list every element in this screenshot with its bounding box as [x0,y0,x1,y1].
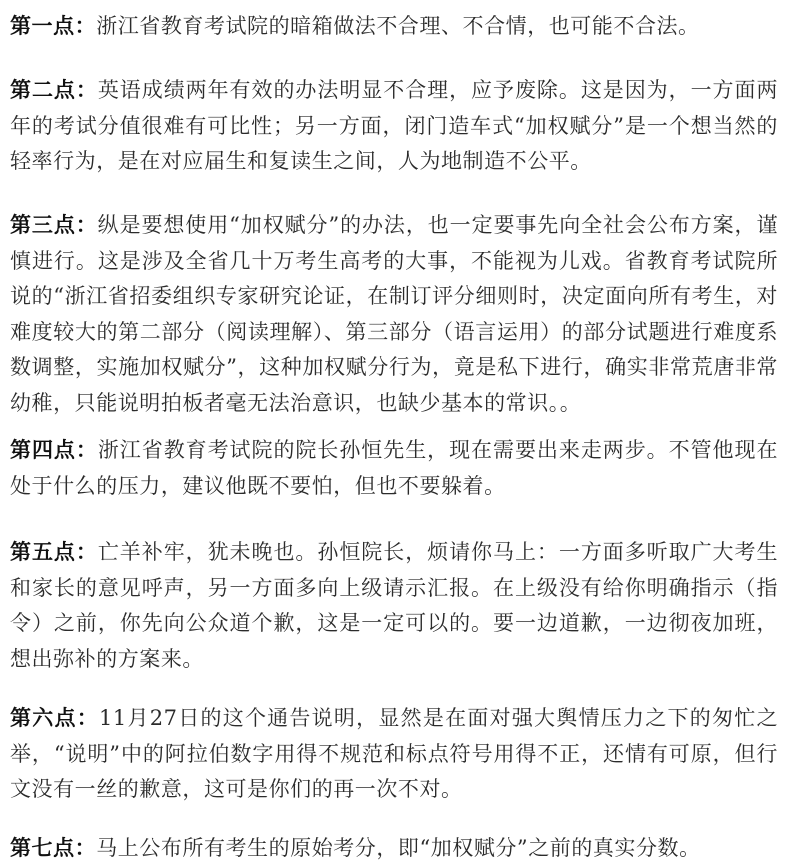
point-paragraph-2 [10,72,778,180]
point-text-3: 纵是要想使用“加权赋分”的办法，也一定要事先向全社会公布方案，谨慎进行。这是涉及全省几十万考生高考的大事，不能视为儿戏。省教育考试院所说的“浙江省招委组织专家研究论证，在制订评分细则时，决定面向所有考生，对难度较大的第二部分（阅读理解）、第三部分（语言运用）的部分试题进行难度系数调整，实施加权赋分”，这种加权赋分行为，竟是私下进行，确实非常荒唐非常幼稚，只能说明拍板者毫无法治意识，也缺少基本的常识。。 [10,213,778,415]
point-text-6: 11月27日的这个通告说明，显然是在面对强大舆情压力之下的匆忙之举，“说明”中的阿拉伯数字用得不规范和标点符号用得不正，还情有可原，但行文没有一丝的歉意，这可是你们的再一次不对。 [10,706,779,801]
point-text-2: 英语成绩两年有效的办法明显不合理，应予废除。这是因为，一方面两年的考试分值很难有可比性；另一方面，闭门造车式“加权赋分”是一个想当然的轻率行为，是在对应届生和复读生之间，人为地制造不公平。 [10,78,779,173]
point-label-1: 第一点： [10,13,97,38]
point-label-4: 第四点： [10,437,98,462]
point-label-2: 第二点： [10,77,98,102]
point-paragraph-1 [10,8,778,45]
point-paragraph-4 [10,432,778,504]
point-text-1: 浙江省教育考试院的暗箱做法不合理、不合情，也可能不合法。 [96,14,700,38]
point-label-7: 第七点： [10,835,97,860]
point-label-3: 第三点： [10,212,98,237]
point-label-5: 第五点： [10,539,98,564]
point-paragraph-6 [10,700,778,808]
point-text-7: 马上公布所有考生的原始考分，即“加权赋分”之前的真实分数。 [96,836,701,860]
point-paragraph-3 [10,207,778,421]
point-paragraph-5 [10,534,778,677]
point-text-5: 亡羊补牢，犹未晚也。孙恒院长，烦请你马上：一方面多听取广大考生和家长的意见呼声，另一方面多向上级请示汇报。在上级没有给你明确指示（指令）之前，你先向公众道个歉，这是一定可以的。要一边道歉，一边彻夜加班，想出弥补的方案来。 [10,540,779,671]
point-paragraph-7 [10,830,778,867]
point-text-4: 浙江省教育考试院的院长孙恒先生，现在需要出来走两步。不管他现在处于什么的压力，建议他既不要怕，但也不要躲着。 [10,438,779,498]
point-label-6: 第六点： [10,705,99,730]
